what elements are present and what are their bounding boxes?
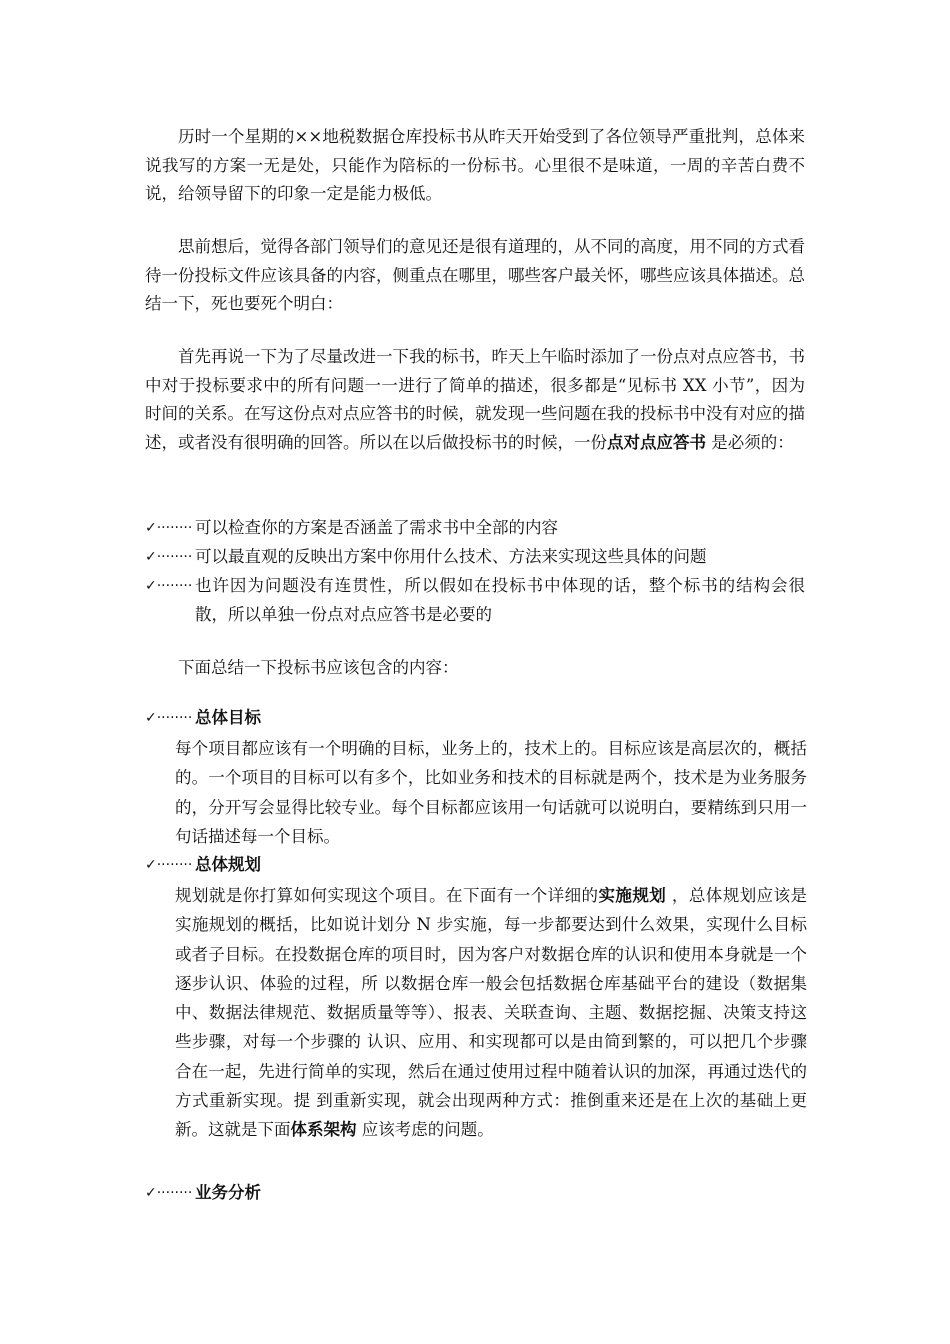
paragraph-reflection: 思前想后，觉得各部门领导们的意见还是很有道理的，从不同的高度，用不同的方式看待一份投标文件应该具备的内容，侧重点在哪里，哪些客户最关怀，哪些应该具体描述。总结一下，死也要死个明白： — [145, 237, 805, 313]
checkmark-icon: ✓········ — [145, 857, 193, 873]
paragraph-response-book — [145, 343, 805, 457]
paragraph-text: 首先再说一下为了尽量改进一下我的标书，昨天上午临时添加了一份点对点应答书，书中对于投标要求中的所有问题一一进行了简单的描述，很多都是“见标书 XX 小节”，因为时间的关系。在写这份点对点应答书的时候，就发现一些问题在我的投标书中没有对应的描述，或者没有很明确的回答。所以在以后做投标书的时候，一份 — [145, 347, 805, 452]
checkmark-icon: ✓········ — [145, 549, 193, 565]
section-body-text: 规划就是你打算如何实现这个项目。在下面有一个详细的 — [175, 886, 599, 905]
section-body-plan — [175, 881, 807, 1145]
section-heading-plan — [145, 851, 805, 880]
section-body-text: ，总体规划应该是实施规划的概括，比如说计划分 N 步实施，每一步都要达到什么效果，实现什么目标或者子目标。在投数据仓库的项目时，因为客户对数据仓库的认识和使用本身就是一个逐步认识、体验的过程，所 以数据仓库一般会包括数据仓库基础平台的建设（数据集中、数据法律规范、数据质量等等）、报表、关联查询、主题、数据挖掘、决策支持这些步骤，对每一个步骤的 认识、应用、和实现都可以是由简到繁的，可以把几个步骤合在一起，先进行简单的实现，然后在通过使用过程中随着认识的加深，再通过迭代的方式重新实现。提 到重新实现，就会出现两种方式：推倒重来还是在上次的基础上更新。这就是下面 — [175, 886, 808, 1140]
section-heading-text: 总体规划 — [195, 855, 261, 874]
list-item-reason — [145, 572, 805, 629]
list-item-text: 也许因为问题没有连贯性，所以假如在投标书中体现的话，整个标书的结构会很散，所以单独一份点对点应答书是必要的 — [195, 576, 805, 624]
section-heading-text: 总体目标 — [195, 708, 261, 727]
checkmark-icon: ✓········ — [145, 710, 193, 726]
section-heading-text: 业务分析 — [195, 1183, 261, 1202]
checkmark-icon: ✓········ — [145, 520, 193, 536]
bold-term: 点对点应答书 — [607, 432, 706, 452]
paragraph-intro: 历时一个星期的××地税数据仓库投标书从昨天开始受到了各位领导严重批判，总体来说我写的方案一无是处，只能作为陪标的一份标书。心里很不是味道，一周的辛苦白费不说，给领导留下的印象一定是能力极低。 — [145, 127, 805, 203]
paragraph-summary-intro: 下面总结一下投标书应该包含的内容： — [178, 658, 459, 677]
section-body-goal: 每个项目都应该有一个明确的目标，业务上的，技术上的。目标应该是高层次的，概括的。一个项目的目标可以有多个，比如业务和技术的目标就是两个，技术是为业务服务的，分开写会显得比较专业。每个目标都应该用一句话就可以说明白，要精练到只用一句话描述每一个目标。 — [175, 739, 807, 846]
checkmark-icon: ✓········ — [145, 578, 193, 594]
list-item-text: 可以最直观的反映出方案中你用什么技术、方法来实现这些具体的问题 — [195, 547, 707, 566]
section-heading-goal — [145, 704, 805, 733]
bold-term: 实施规划 — [598, 886, 667, 905]
section-body-text: 应该考虑的问题。 — [356, 1120, 494, 1140]
list-item-reason — [145, 543, 805, 572]
bold-term: 体系架构 — [290, 1120, 357, 1140]
section-heading-analysis — [145, 1179, 805, 1208]
checkmark-icon: ✓········ — [145, 1185, 193, 1201]
list-item-text: 可以检查你的方案是否涵盖了需求书中全部的内容 — [195, 518, 558, 537]
paragraph-text: 是必须的： — [706, 432, 794, 452]
list-item-reason — [145, 514, 805, 543]
